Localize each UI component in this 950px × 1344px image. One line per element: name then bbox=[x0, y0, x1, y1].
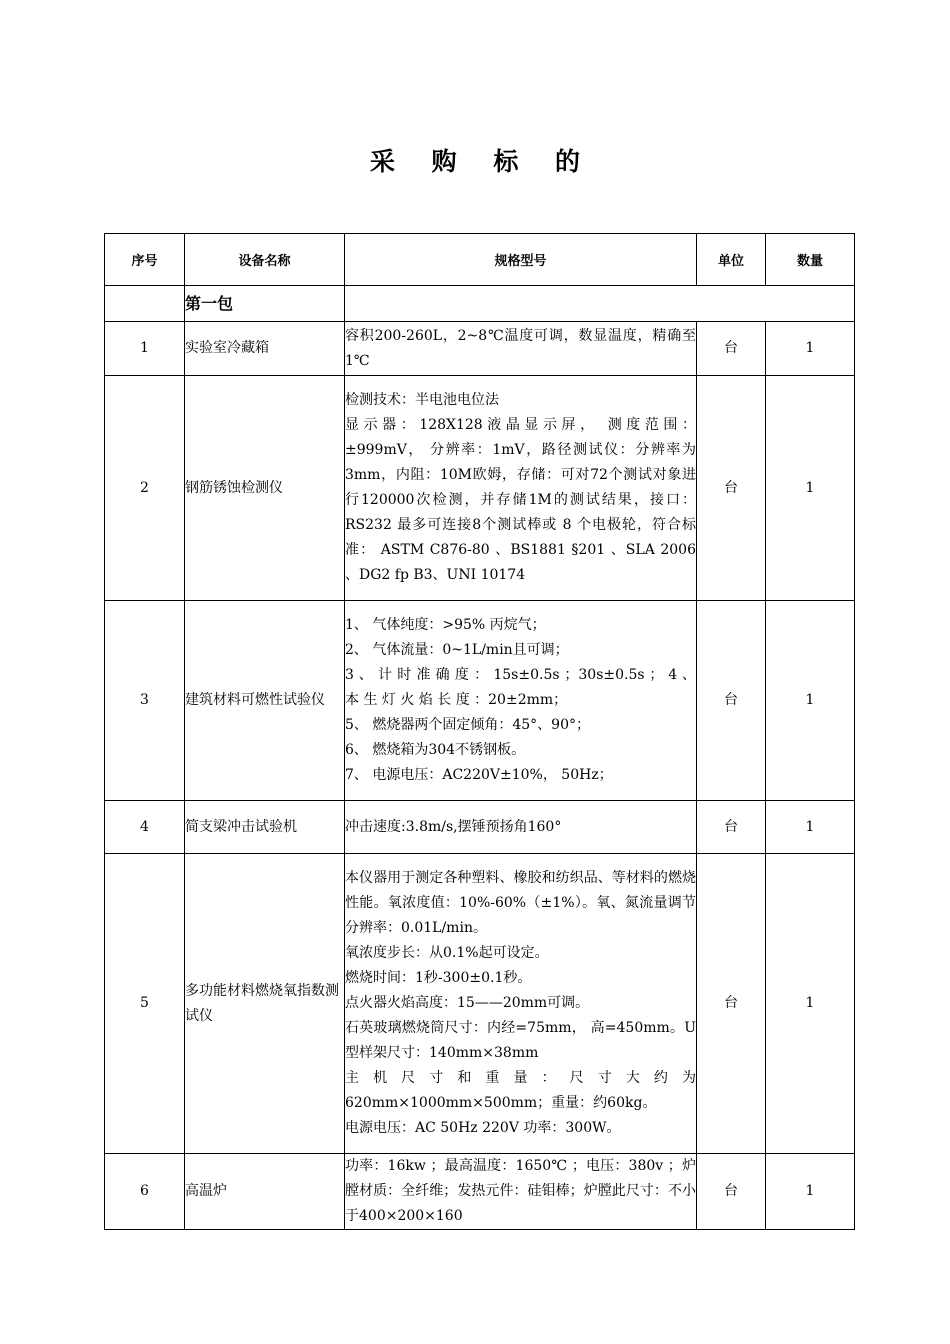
header-row bbox=[105, 234, 855, 286]
spec-line: 点火器火焰高度：15——20mm可调。 bbox=[345, 995, 590, 1011]
row-spec bbox=[345, 322, 697, 376]
row-seq: 5 bbox=[105, 854, 185, 1154]
spec-line: 氧浓度步长：从0.1%起可设定。 bbox=[345, 945, 549, 961]
procurement-table bbox=[104, 233, 855, 1230]
row-seq: 6 bbox=[105, 1154, 185, 1230]
spec-line: 石英玻璃燃烧筒尺寸：内经=75mm， 高=450mm。U型样架尺寸：140mm×38mm bbox=[345, 1020, 696, 1061]
row-spec bbox=[345, 801, 697, 854]
row-seq: 4 bbox=[105, 801, 185, 854]
header-unit: 单位 bbox=[697, 234, 766, 286]
row-name: 实验室冷藏箱 bbox=[185, 322, 345, 376]
row-unit: 台 bbox=[697, 854, 766, 1154]
row-seq: 1 bbox=[105, 322, 185, 376]
table-row bbox=[105, 801, 855, 854]
row-unit: 台 bbox=[697, 376, 766, 601]
row-spec bbox=[345, 1154, 697, 1230]
row-name: 多功能材料燃烧氧指数测试仪 bbox=[185, 854, 345, 1154]
spec-line: 6、 燃烧箱为304不锈钢板。 bbox=[345, 742, 526, 758]
spec-line: 功率：16kw ；最高温度：1650℃ ；电压：380v ；炉膛材质：全纤维；发热元件：硅钼棒；炉膛此尺寸：不小于400×200×160 bbox=[345, 1158, 696, 1224]
spec-line: 显示器：128X128液晶显示屏， 测度范围：±999mV， 分辨率：1mV，路径测试仪：分辨率为3mm，内阻：10M欧姆，存储：可对72个测试对象进行120000次检测，并存储1M的测试结果，接口：RS232 最多可连接8个测试棒或 8 个电极轮，符合标准： ASTM C876-80 、BS1881 §201 、SLA 2006 、DG2 fp B3、UNI 10174 bbox=[345, 417, 696, 583]
package-label: 第一包 bbox=[185, 286, 345, 322]
spec-line: 电源电压：AC 50Hz 220V 功率：300W。 bbox=[345, 1120, 621, 1136]
row-spec bbox=[345, 376, 697, 601]
package-row bbox=[105, 286, 855, 322]
table-row bbox=[105, 376, 855, 601]
row-qty: 1 bbox=[766, 376, 855, 601]
header-seq: 序号 bbox=[105, 234, 185, 286]
table-row bbox=[105, 854, 855, 1154]
page-title: 采 购 标 的 bbox=[369, 147, 595, 176]
package-empty-cell bbox=[345, 286, 855, 322]
row-name: 高温炉 bbox=[185, 1154, 345, 1230]
header-spec: 规格型号 bbox=[345, 234, 697, 286]
header-qty: 数量 bbox=[766, 234, 855, 286]
row-seq: 2 bbox=[105, 376, 185, 601]
row-name: 简支梁冲击试验机 bbox=[185, 801, 345, 854]
spec-line: 5、 燃烧器两个固定倾角：45°、90°； bbox=[345, 717, 590, 733]
row-unit: 台 bbox=[697, 801, 766, 854]
table-row bbox=[105, 601, 855, 801]
row-qty: 1 bbox=[766, 801, 855, 854]
row-spec bbox=[345, 854, 697, 1154]
table-row bbox=[105, 322, 855, 376]
row-spec bbox=[345, 601, 697, 801]
spec-line: 容积200-260L，2~8℃温度可调，数显温度，精确至1℃ bbox=[345, 327, 696, 369]
spec-line: 7、 电源电压：AC220V±10%， 50Hz； bbox=[345, 767, 613, 783]
spec-line: 2、 气体流量：0~1L/min且可调； bbox=[345, 642, 569, 658]
table-row bbox=[105, 1154, 855, 1230]
spec-line: 主 机 尺 寸 和 重 量 ： 尺 寸 大 约 为620mm×1000mm×500mm；重量：约60kg。 bbox=[345, 1070, 696, 1111]
spec-line: 检测技术：半电池电位法 bbox=[345, 392, 499, 408]
package-seq-cell bbox=[105, 286, 185, 322]
row-qty: 1 bbox=[766, 854, 855, 1154]
row-seq: 3 bbox=[105, 601, 185, 801]
row-name: 建筑材料可燃性试验仪 bbox=[185, 601, 345, 801]
row-unit: 台 bbox=[697, 1154, 766, 1230]
row-unit: 台 bbox=[697, 322, 766, 376]
spec-line: 1、 气体纯度：>95% 丙烷气； bbox=[345, 617, 546, 633]
row-unit: 台 bbox=[697, 601, 766, 801]
header-name: 设备名称 bbox=[185, 234, 345, 286]
spec-line: 本仪器用于测定各种塑料、橡胶和纺织品、等材料的燃烧性能。氧浓度值：10%-60%（±1%）。氧、氮流量调节分辨率：0.01L/min。 bbox=[345, 870, 696, 936]
spec-line: 3 、 计 时 准 确 度 ： 15s±0.5s ；30s±0.5s ； 4 、 本 生 灯 火 焰 长 度 ：20±2mm； bbox=[345, 667, 696, 708]
row-qty: 1 bbox=[766, 322, 855, 376]
row-name: 钢筋锈蚀检测仪 bbox=[185, 376, 345, 601]
row-qty: 1 bbox=[766, 1154, 855, 1230]
spec-line: 冲击速度:3.8m/s,摆锤预扬角160° bbox=[345, 818, 562, 835]
spec-line: 燃烧时间：1秒-300±0.1秒。 bbox=[345, 970, 532, 986]
row-qty: 1 bbox=[766, 601, 855, 801]
